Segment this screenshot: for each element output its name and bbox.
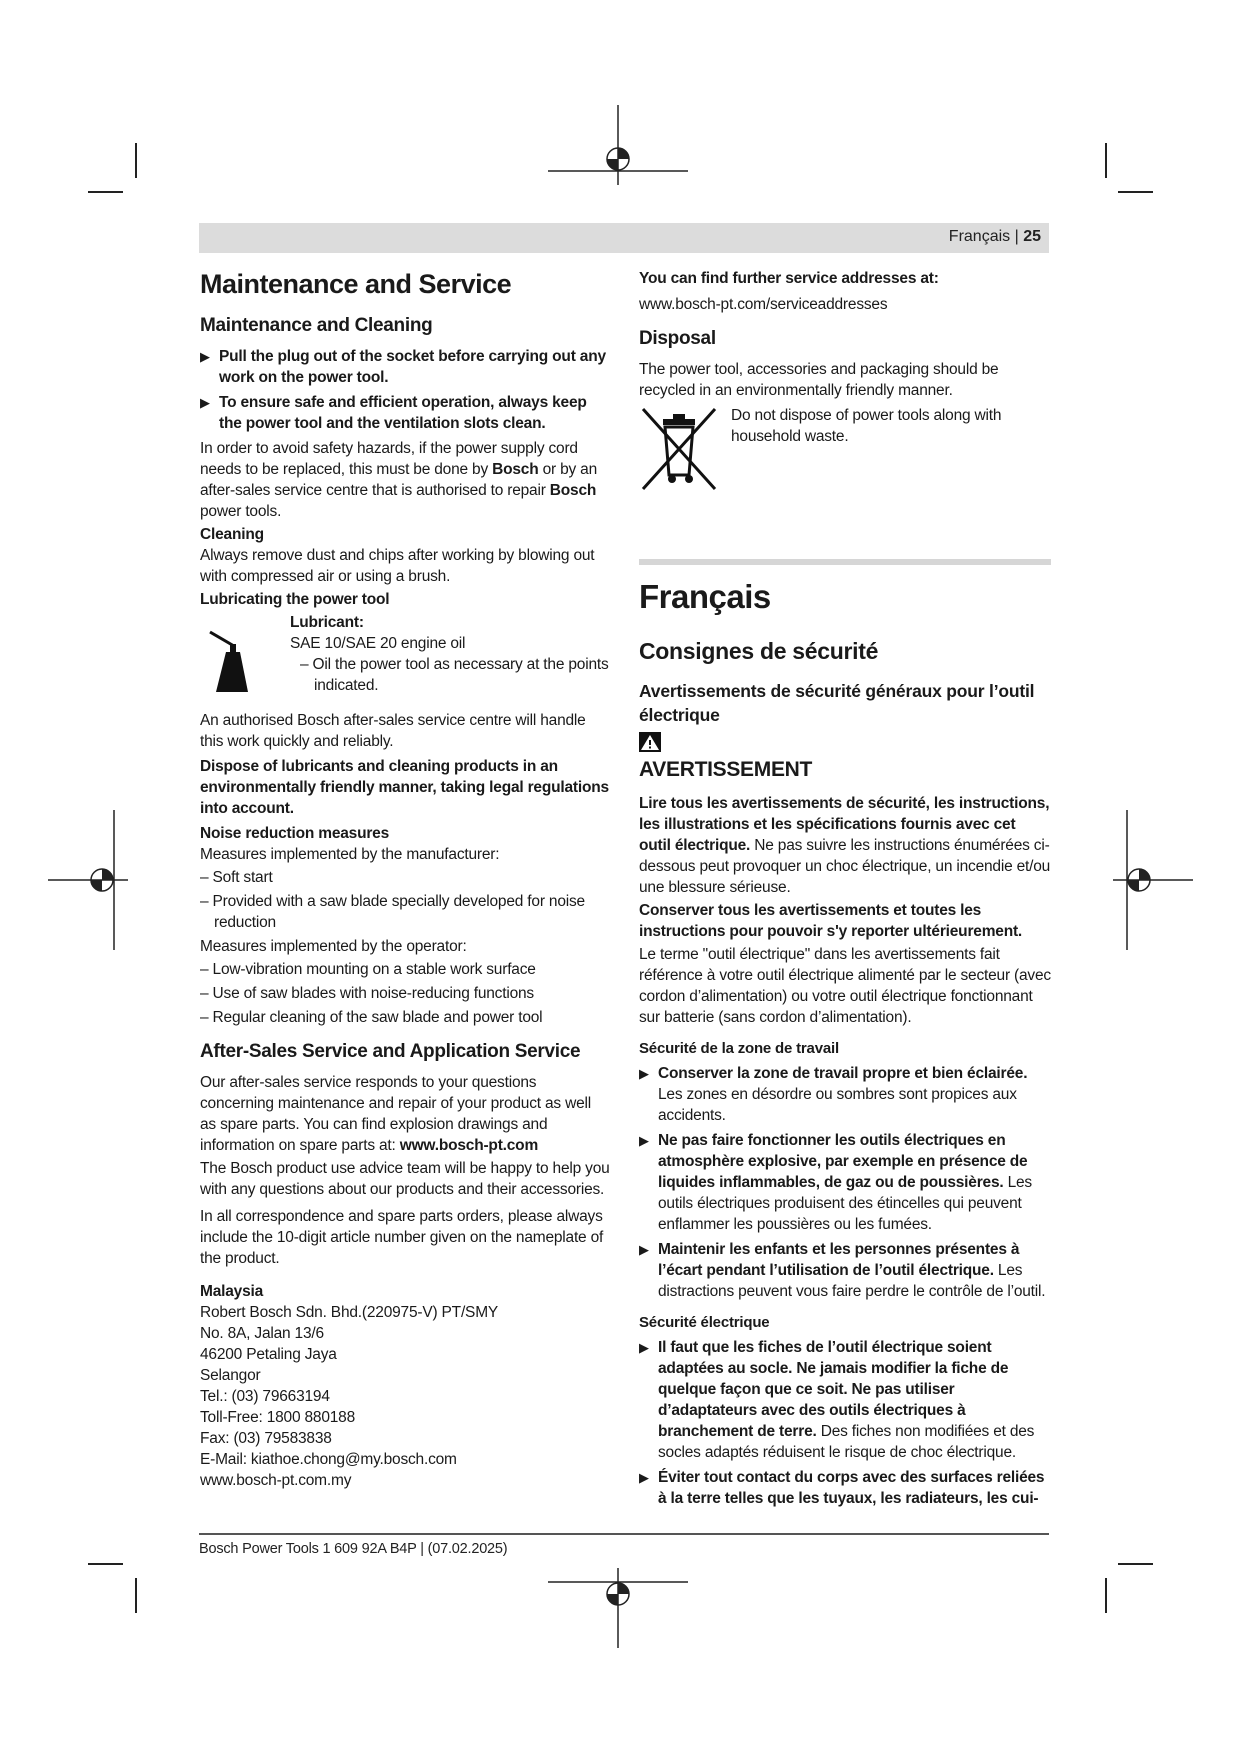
triangle-right-icon: ▶ (639, 1340, 649, 1355)
address-line: Fax: (03) 79583838 (200, 1430, 332, 1447)
cleaning-text: Always remove dust and chips after working by blowing out with compressed air or using a brush. (200, 547, 595, 585)
address-line: 46200 Petaling Jaya (200, 1346, 337, 1363)
malaysia-address (200, 1302, 610, 1491)
maintenance-cleaning-heading: Maintenance and Cleaning (200, 315, 433, 336)
term-definition-text: Le terme "outil électrique" dans les avertissements fait référence à votre outil électrique alimenté par le secteur (avec cordon d’alimentation) ou votre outil électrique fonctionnant sur batterie (sans cordon d’alimentation). (639, 946, 1051, 1026)
lubricant-block (200, 612, 610, 708)
lubricant-instruction: – Oil the power tool as necessary at the points indicated. (300, 656, 609, 694)
list-item: – Provided with a saw blade specially developed for noise reduction (200, 893, 585, 931)
disposal-bin-block (639, 405, 1051, 495)
aftersales-text-1 (200, 1072, 610, 1156)
wa1-bold: Conserver la zone de travail propre et bien éclairée. (658, 1065, 1028, 1082)
aftersales-text-3: In all correspondence and spare parts orders, please always include the 10-digit article number given on the nameplate of the product. (200, 1208, 604, 1267)
registration-mark-bottom-icon (548, 1568, 688, 1648)
footer-text: Bosch Power Tools 1 609 92A B4P | (07.02.2025) (199, 1541, 508, 1557)
bullet-work-area-1 (639, 1063, 1051, 1126)
page-header (199, 223, 1049, 253)
noise-manufacturer-list (200, 867, 610, 933)
oil-can-icon (208, 626, 256, 694)
lubricant-label: Lubricant: (290, 614, 364, 631)
crop-mark (1105, 1578, 1107, 1613)
malaysia-heading: Malaysia (200, 1283, 264, 1300)
wa3-rest: Les distractions peuvent vous faire perdre le contrôle de l’outil. (658, 1262, 1046, 1300)
address-line: www.bosch-pt.com.my (200, 1472, 352, 1489)
cleaning-heading: Cleaning (200, 526, 264, 543)
cord-text-3: power tools. (200, 503, 282, 520)
registration-mark-top-icon (548, 105, 688, 185)
registration-mark-right-icon (1113, 810, 1193, 950)
noise-operator-list (200, 959, 610, 1028)
list-item: – Regular cleaning of the saw blade and power tool (200, 1009, 543, 1026)
address-line: No. 8A, Jalan 13/6 (200, 1325, 324, 1342)
address-line: Robert Bosch Sdn. Bhd.(220975-V) PT/SMY (200, 1304, 499, 1321)
crop-mark (1105, 143, 1107, 178)
el2-bold: Éviter tout contact du corps avec des surfaces reliées à la terre telles que les tuyaux, les radiateurs, les cui- (658, 1469, 1045, 1507)
lubricant-text (290, 612, 610, 699)
triangle-right-icon: ▶ (200, 349, 210, 364)
aftersales-link[interactable]: www.bosch-pt.com (399, 1137, 539, 1154)
list-item: – Use of saw blades with noise-reducing functions (200, 985, 534, 1002)
wa1-rest: Les zones en désordre ou sombres sont propices aux accidents. (658, 1086, 1017, 1124)
section-divider (639, 559, 1051, 565)
footer-rule (199, 1533, 1049, 1535)
bullet-work-area-2 (639, 1130, 1051, 1235)
crop-mark (1118, 1563, 1153, 1565)
aftersales-heading: After-Sales Service and Application Service (200, 1041, 581, 1062)
warning-bold-text: Lire tous les avertissements de sécurité, les instructions, les illustrations et les spécifications fournis avec cet outil électrique. (639, 795, 1050, 854)
bullet-unplug-text: Pull the plug out of the socket before carrying out any work on the power tool. (219, 348, 606, 386)
list-item: – Low-vibration mounting on a stable work surface (200, 961, 536, 978)
triangle-right-icon: ▶ (200, 395, 210, 410)
wa2-rest: Les outils électriques produisent des étincelles qui peuvent enflammer les poussières ou les fumées. (658, 1174, 1032, 1233)
address-line: Selangor (200, 1367, 261, 1384)
dispose-lubricants-text: Dispose of lubricants and cleaning products in an environmentally friendly manner, taking legal regulations into account. (200, 758, 609, 817)
lubricant-value: SAE 10/SAE 20 engine oil (290, 635, 466, 652)
disposal-text: The power tool, accessories and packaging should be recycled in an environmentally friendly manner. (639, 361, 999, 399)
crossed-bin-icon (639, 405, 719, 493)
address-line: E-Mail: kiathoe.chong@my.bosch.com (200, 1451, 457, 1468)
warning-rest-text: Ne pas suivre les instructions énumérées ci-dessous peut provoquer un choc électrique, un incendie et/ou une blessure sérieuse. (639, 837, 1051, 896)
aftersales-text-1-body: Our after-sales service responds to your questions concerning maintenance and repair of your product as well as spare parts. You can find explosion drawings and information on spare parts at: (200, 1074, 591, 1154)
aftersales-text-2: The Bosch product use advice team will be happy to help you with any questions about our products and their accessories. (200, 1160, 610, 1198)
registration-mark-left-icon (48, 810, 128, 950)
authorised-service-text: An authorised Bosch after-sales service centre will handle this work quickly and reliably. (200, 712, 586, 750)
el1-rest: Des fiches non modifiées et des socles adaptés réduisent le risque de choc électrique. (658, 1423, 1035, 1461)
noise-manufacturer-label: Measures implemented by the manufacturer: (200, 846, 500, 863)
triangle-right-icon: ▶ (639, 1133, 649, 1148)
bullet-unplug (200, 346, 610, 388)
maintenance-service-title: Maintenance and Service (200, 269, 512, 299)
disposal-heading: Disposal (639, 328, 716, 349)
crop-mark (135, 1578, 137, 1613)
cord-text-2: or by an after-sales service centre that is authorised to repair (200, 461, 598, 499)
cord-bosch-1: Bosch (492, 461, 539, 478)
warning-label (639, 731, 813, 783)
service-addresses-heading: You can find further service addresses at: (639, 270, 939, 287)
header-language: Français (948, 228, 1011, 245)
service-addresses-url[interactable]: www.bosch-pt.com/serviceaddresses (639, 296, 888, 313)
crop-mark (88, 191, 123, 193)
cord-replacement-text (200, 438, 610, 522)
cord-text-1: In order to avoid safety hazards, if the power supply cord needs to be replaced, this must be done by (200, 440, 578, 478)
disposal-bin-text: Do not dispose of power tools along with household waste. (731, 407, 1002, 445)
warning-full-text (639, 793, 1051, 898)
wa2-bold: Ne pas faire fonctionner les outils électriques en atmosphère explosive, par exemple en présence de liquides inflammables, de gaz ou de poussières. (658, 1132, 1028, 1191)
address-line: Toll-Free: 1800 880188 (200, 1409, 356, 1426)
wa3-bold: Maintenir les enfants et les personnes présentes à l’écart pendant l’utilisation de l’outil électrique. (658, 1241, 1020, 1279)
bullet-keep-clean (200, 392, 610, 434)
header-label: Français | 25 (948, 228, 1041, 245)
right-column (639, 268, 1051, 1513)
noise-operator-label: Measures implemented by the operator: (200, 938, 467, 955)
work-area-heading: Sécurité de la zone de travail (639, 1040, 839, 1057)
bullet-keep-clean-text: To ensure safe and efficient operation, always keep the power tool and the ventilation slots clean. (219, 394, 587, 432)
francais-title: Français (639, 578, 771, 615)
cord-bosch-2: Bosch (549, 482, 597, 499)
keep-warnings-text: Conserver tous les avertissements et toutes les instructions pour pouvoir s'y reporter ultérieurement. (639, 902, 1023, 940)
crop-mark (1118, 191, 1153, 193)
warning-triangle-icon (639, 732, 661, 752)
consignes-heading: Consignes de sécurité (639, 638, 879, 664)
triangle-right-icon: ▶ (639, 1066, 649, 1081)
electrical-heading: Sécurité électrique (639, 1314, 770, 1331)
noise-heading: Noise reduction measures (200, 825, 390, 842)
crop-mark (135, 143, 137, 178)
left-column (200, 268, 610, 1491)
address-line: Tel.: (03) 79663194 (200, 1388, 330, 1405)
crop-mark (88, 1563, 123, 1565)
warning-label-text: AVERTISSEMENT (639, 758, 813, 781)
el1-bold: Il faut que les fiches de l’outil électrique soient adaptées au socle. Ne jamais modifier la fiche de quelque façon que ce soit. Ne pas utiliser d’adaptateurs avec des outils électriques à branchement de terre. (658, 1339, 1009, 1440)
warning-block (639, 731, 1051, 795)
list-item: – Soft start (200, 869, 273, 886)
lubricating-heading: Lubricating the power tool (200, 591, 390, 608)
bullet-electrical-2 (639, 1467, 1051, 1509)
bullet-electrical-1 (639, 1337, 1051, 1463)
triangle-right-icon: ▶ (639, 1470, 649, 1485)
general-warnings-heading: Avertissements de sécurité généraux pour l’outil électrique (639, 681, 1035, 725)
page-number: 25 (1023, 228, 1041, 245)
triangle-right-icon: ▶ (639, 1242, 649, 1257)
bullet-work-area-3 (639, 1239, 1051, 1302)
